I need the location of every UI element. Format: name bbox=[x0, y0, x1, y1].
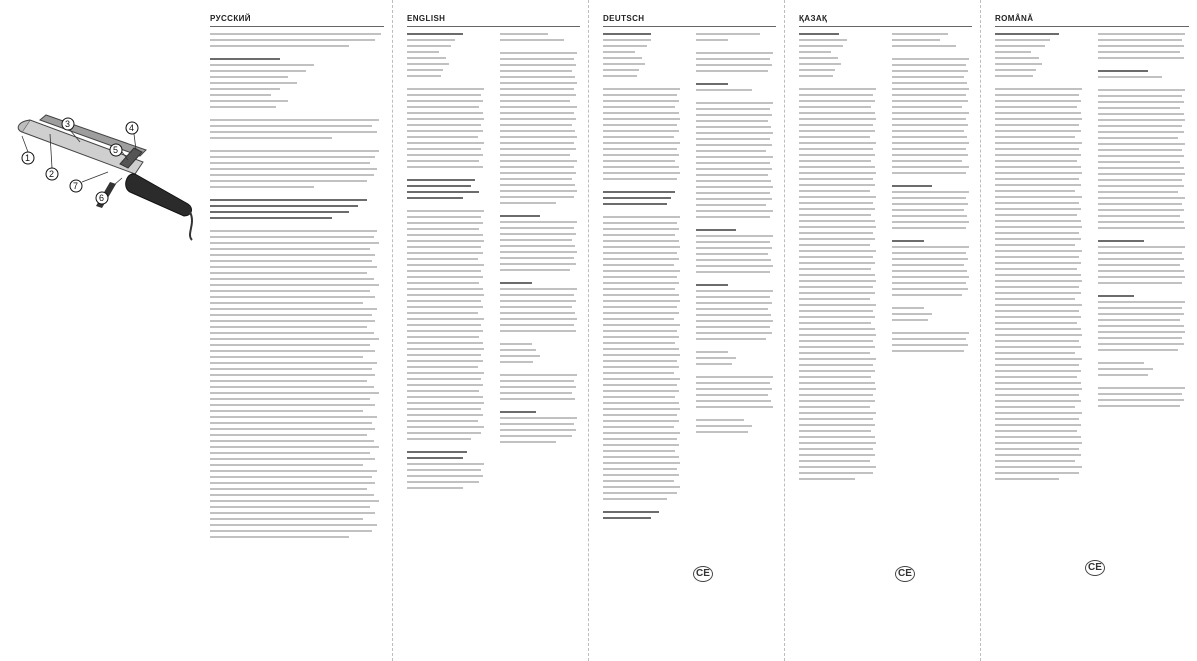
column-title: ROMÂNĂ bbox=[995, 14, 1189, 27]
column-english bbox=[392, 0, 588, 661]
callout-6: 6 bbox=[99, 193, 105, 203]
column-russian-text bbox=[196, 0, 392, 661]
column-title: ENGLISH bbox=[407, 14, 580, 27]
ce-mark: CE bbox=[1085, 560, 1105, 576]
callout-5: 5 bbox=[113, 145, 119, 155]
column-deutsch bbox=[588, 0, 784, 661]
callout-2: 2 bbox=[49, 169, 55, 179]
callout-1: 1 bbox=[25, 153, 31, 163]
ce-mark: CE bbox=[895, 566, 915, 582]
callout-3: 3 bbox=[65, 119, 71, 129]
column-title: ҚАЗАҚ bbox=[799, 14, 972, 27]
callout-4: 4 bbox=[129, 123, 135, 133]
curling-iron-illustration bbox=[10, 112, 196, 242]
column-kazakh bbox=[784, 0, 980, 661]
column-title: DEUTSCH bbox=[603, 14, 776, 27]
ce-mark: CE bbox=[693, 566, 713, 582]
column-romana bbox=[980, 0, 1197, 661]
callout-7: 7 bbox=[73, 181, 79, 191]
column-title: РУССКИЙ bbox=[210, 14, 384, 27]
illustration-panel bbox=[0, 0, 196, 661]
